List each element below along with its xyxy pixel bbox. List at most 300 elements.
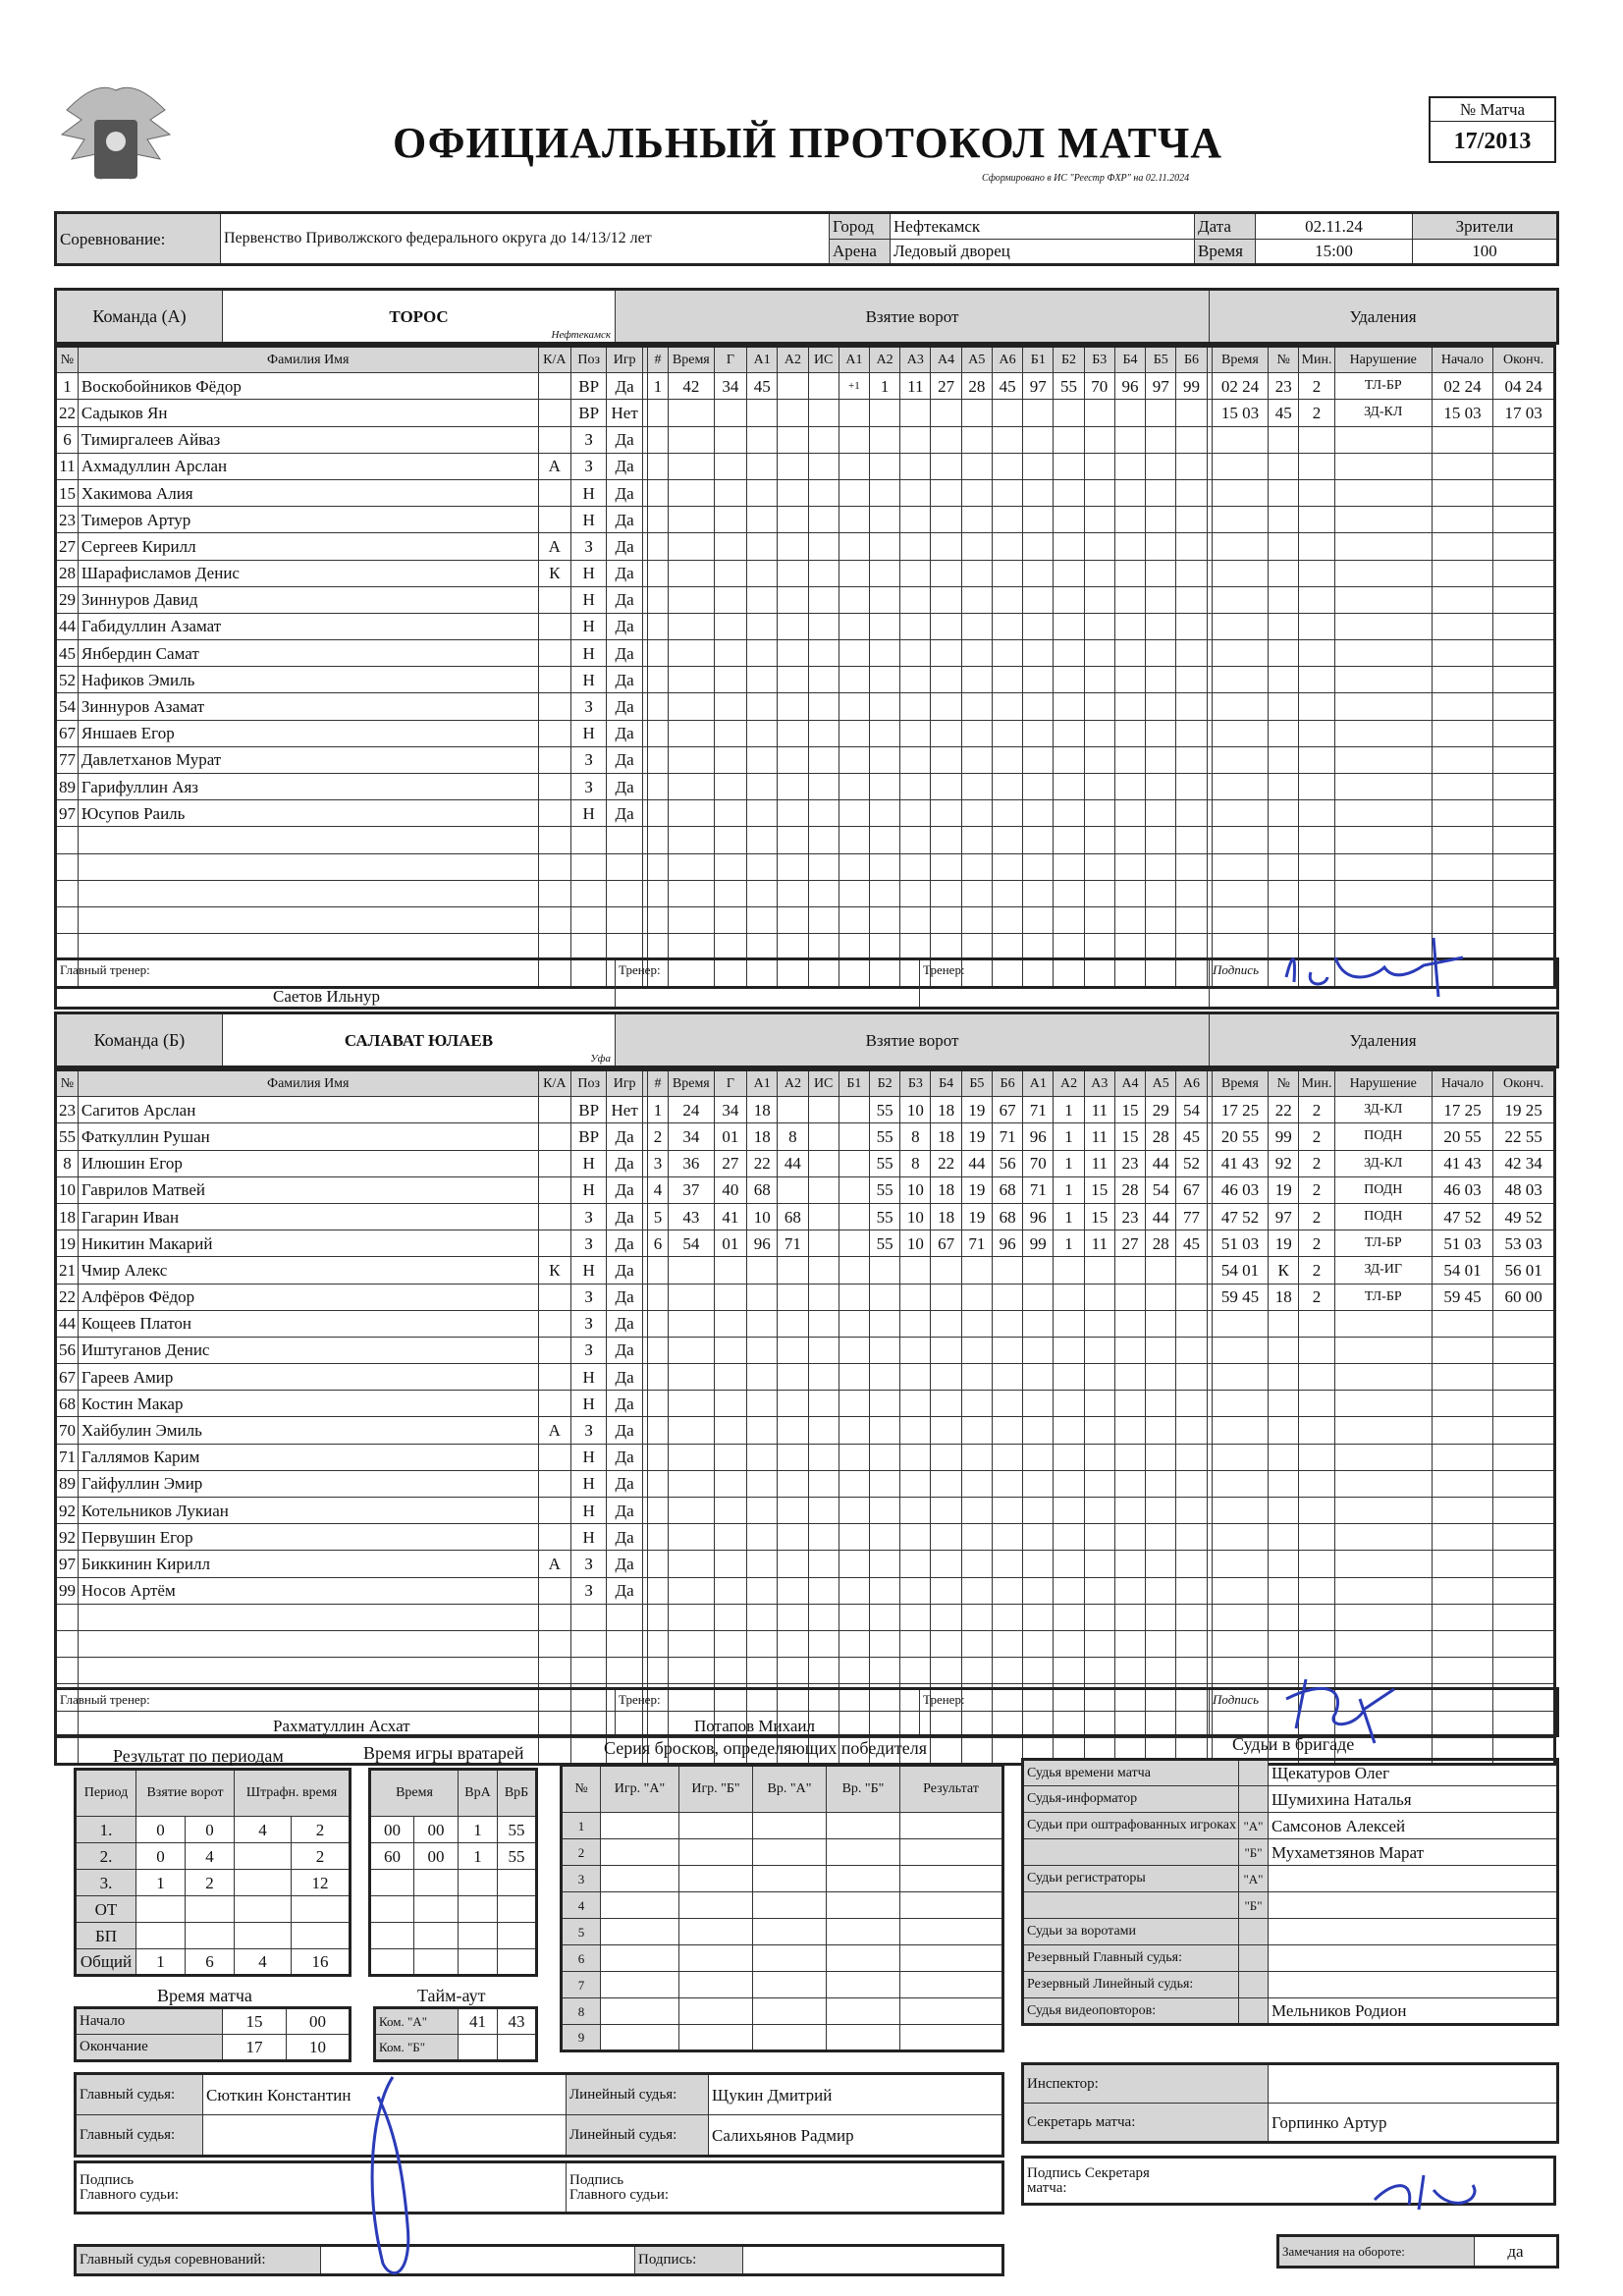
periods-table [74,1768,352,1977]
player-name: Хакимова Алия [78,479,538,506]
player-played: Да [607,1577,642,1604]
player-played: Да [607,1150,642,1176]
penalty-infraction: ТЛ-БР [1334,373,1432,400]
col-shootout-0: № [562,1766,601,1813]
penalty-start [1432,1203,1492,1230]
official-side [1239,1998,1269,2025]
match-time-table [74,2006,352,2062]
penalty-min: 59 [1220,1287,1238,1307]
official-role: Судья-информатор [1023,1786,1239,1813]
inspector [1269,2064,1558,2104]
penalty-end-sec: 24 [1525,376,1542,396]
player-played: Да [607,720,642,746]
player-name: Никитин Макарий [78,1230,538,1257]
player-position: З [570,1577,606,1604]
goal-cell: 68 [747,1176,778,1203]
col-onice-b-3: А4 [1114,1070,1145,1097]
player-played: Да [607,1203,642,1230]
official-name: Мельников Родион [1269,1998,1558,2025]
official-name [1269,1919,1558,1945]
player-name: Гареев Амир [78,1364,538,1391]
player-name: Зиннуров Давид [78,586,538,613]
table-row [76,1923,351,1949]
table-row [1023,1998,1558,2025]
goal-cell: 10 [900,1230,931,1257]
goal-cell: 54 [1176,1097,1207,1123]
col-pen-4: Начало [1432,1070,1492,1097]
table-row [76,1870,351,1896]
table-row [370,1949,537,1976]
player-position: Н [570,1257,606,1284]
date-label: Дата [1195,213,1256,240]
inspector-label: Инспектор: [1023,2064,1269,2104]
penalty-sec: 52 [1242,1207,1260,1227]
penalty-player: 22 [1269,1097,1299,1123]
penalty-end [1493,1230,1555,1257]
penalty-start-min: 15 [1443,403,1461,422]
player-played: Да [607,426,642,453]
penalty-start-sec: 24 [1464,376,1482,396]
player-position: З [570,426,606,453]
goal-cell: 96 [1023,1203,1054,1230]
col-onice-2: А3 [900,347,931,373]
arena-label: Арена [830,239,891,265]
player-number: 10 [56,1176,79,1203]
player-played: Да [607,1417,642,1444]
player-number: 8 [56,1150,79,1176]
penalty-minutes: 2 [1299,1284,1334,1310]
player-number: 44 [56,613,79,639]
penalty-time [1212,1230,1268,1257]
goal-cell: 67 [931,1230,961,1257]
main-ref-1-label: Главный судья: [76,2074,203,2115]
goal-cell: 10 [900,1097,931,1123]
match-number-box [1429,96,1556,163]
player-name: Гаврилов Матвей [78,1176,538,1203]
shootout-num: 2 [562,1839,601,1866]
table-row [56,1203,1555,1230]
goal-cell: 01 [714,1230,746,1257]
penalty-time [1212,1257,1268,1284]
goal-cell: 96 [747,1230,778,1257]
penalty-start-min: 54 [1443,1260,1461,1280]
penalty-end [1493,400,1555,426]
penalty-end-sec: 03 [1525,1233,1542,1253]
goal-cell [839,1097,869,1123]
goal-cell: 10 [900,1176,931,1203]
penalty-minutes: 2 [1299,1150,1334,1176]
table-row [56,1470,1555,1497]
penalty-end [1493,1203,1555,1230]
player-number: 15 [56,479,79,506]
table-row [56,1604,1555,1630]
penalty-minutes: 2 [1299,1203,1334,1230]
player-number: 11 [56,453,79,479]
player-number: 18 [56,1203,79,1230]
timeout-a-sec: 43 [498,2008,537,2035]
goal-cell [808,1203,839,1230]
penalty-end-min: 22 [1504,1126,1522,1146]
player-played: Да [607,1257,642,1284]
goal-cell: 37 [668,1176,714,1203]
player-position: З [570,1203,606,1230]
col-goal-0: # [648,1070,669,1097]
table-row [1023,1892,1558,1919]
penalty-time [1212,1284,1268,1310]
penalty-min: 47 [1220,1207,1238,1227]
penalty-sec: 25 [1242,1100,1260,1120]
goal-cell [839,1230,869,1257]
official-side [1239,1919,1269,1945]
table-row [56,1577,1555,1604]
penalty-start-sec: 25 [1464,1100,1482,1120]
col-goal-3: А1 [747,1070,778,1097]
goal-cell [778,1097,808,1123]
penalty-min: 54 [1220,1260,1238,1280]
shootout-num: 7 [562,1972,601,1998]
table-row [56,560,1555,586]
player-position: Н [570,720,606,746]
table-row [56,1444,1555,1470]
penalty-end [1493,1176,1555,1203]
official-role: Судьи за воротами [1023,1919,1239,1945]
penalty-end-sec: 00 [1525,1287,1542,1307]
player-name: Шарафисламов Денис [78,560,538,586]
period-value: 1 [136,1949,186,1976]
goal-cell: 54 [668,1230,714,1257]
player-name: Хайбулин Эмиль [78,1417,538,1444]
penalty-infraction: ПОДН [1334,1203,1432,1230]
penalty-minutes: 2 [1299,1257,1334,1284]
official-side: "Б" [1239,1839,1269,1866]
player-name: Первушин Егор [78,1524,538,1551]
official-name: Шумихина Наталья [1269,1786,1558,1813]
timeout-table [373,2006,538,2062]
goal-cell: 15 [1084,1203,1114,1230]
period-value [292,1896,351,1923]
goal-cell: 40 [714,1176,746,1203]
penalty-end-sec: 55 [1525,1126,1542,1146]
competition-label: Соревнование: [56,213,221,265]
player-number: 92 [56,1498,79,1524]
table-row [56,586,1555,613]
player-role: А [538,533,570,560]
player-role [538,1364,570,1391]
period-value: 4 [235,1949,292,1976]
player-number: 56 [56,1337,79,1363]
penalty-min: 20 [1220,1126,1238,1146]
period-value: 2 [186,1870,235,1896]
period-value [136,1923,186,1949]
goal-cell [839,1123,869,1150]
penalty-min: 15 [1220,403,1238,422]
player-role [538,667,570,693]
col-pen-0: Время [1212,1070,1268,1097]
penalty-sec: 45 [1242,1287,1260,1307]
penalty-infraction: ПОДН [1334,1176,1432,1203]
goal-cell: 96 [1114,373,1145,400]
table-row [56,774,1555,800]
secretary: Горпинко Артур [1269,2104,1558,2143]
goalie-value: 55 [498,1817,537,1843]
secretary-label: Секретарь матча: [1023,2104,1269,2143]
table-row [1023,1972,1558,1998]
goals-header: Взятие ворот [616,290,1210,344]
penalty-player: 45 [1269,400,1299,426]
sign-secretary-label: Подпись Секретаря матча: [1023,2158,1555,2205]
period-value [235,1896,292,1923]
player-number: 68 [56,1391,79,1417]
penalty-end-min: 56 [1504,1260,1522,1280]
table-row [562,1945,1003,1972]
col-onice-b-5: Б6 [1176,347,1207,373]
goal-cell: 68 [992,1176,1022,1203]
player-position: З [570,693,606,720]
player-number: 6 [56,426,79,453]
player-position: Н [570,479,606,506]
penalty-start [1432,400,1492,426]
player-number: 22 [56,1284,79,1310]
penalty-start-min: 41 [1443,1154,1461,1174]
goal-cell: 18 [931,1176,961,1203]
timeout-b-sec [498,2035,537,2061]
shootout-title: Серия бросков, определяющих победителя [604,1738,928,1758]
col-onice-3: А4 [931,347,961,373]
penalty-start-min: 51 [1443,1233,1461,1253]
player-number: 19 [56,1230,79,1257]
penalty-end-sec: 03 [1525,1180,1542,1200]
period-name: Общий [76,1949,136,1976]
goal-cell: 8 [900,1150,931,1176]
player-played: Да [607,1364,642,1391]
penalty-min: 02 [1220,376,1238,396]
goal-cell [839,1203,869,1230]
goal-cell: 27 [931,373,961,400]
match-start-hour: 15 [223,2008,287,2035]
goal-cell: 18 [931,1203,961,1230]
player-role [538,1337,570,1363]
penalty-player: 23 [1269,373,1299,400]
goal-cell [808,373,839,400]
table-row [56,693,1555,720]
player-position: З [570,774,606,800]
player-position: Н [570,640,606,667]
col-goal-4: А2 [778,1070,808,1097]
table-row [56,1123,1555,1150]
table-row [56,640,1555,667]
penalty-end-sec: 25 [1525,1100,1542,1120]
table-row [562,1813,1003,1839]
penalty-player: К [1269,1257,1299,1284]
penalty-end [1493,373,1555,400]
player-name: Нафиков Эмиль [78,667,538,693]
penalty-infraction: ПОДН [1334,1123,1432,1150]
goal-cell: 10 [900,1203,931,1230]
player-played: Да [607,1337,642,1363]
official-name: Самсонов Алексей [1269,1813,1558,1839]
goalie-value: 60 [370,1843,414,1870]
player-position: ВР [570,400,606,426]
team-city: Уфа [590,1053,611,1065]
shootout-num: 1 [562,1813,601,1839]
official-role: Судья видеоповторов: [1023,1998,1239,2025]
player-played: Да [607,1498,642,1524]
player-position: Н [570,667,606,693]
player-number: 52 [56,667,79,693]
player-number: 55 [56,1123,79,1150]
period-value [235,1843,292,1870]
col-num: № [56,1070,79,1097]
col-period: Период [76,1770,136,1817]
penalty-infraction: ЗД-КЛ [1334,1097,1432,1123]
player-role [538,1310,570,1337]
timeout-b-min [459,2035,498,2061]
col-goal-1: Время [668,347,714,373]
penalty-end-min: 53 [1504,1233,1522,1253]
match-end-label: Окончание [76,2035,223,2061]
table-row [56,827,1555,853]
table-row [56,1230,1555,1257]
official-side: "А" [1239,1866,1269,1892]
col-goal-0: # [648,347,669,373]
player-played: Да [607,533,642,560]
goal-cell: 43 [668,1203,714,1230]
team-name-text: ТОРОС [389,306,449,326]
penalty-start-sec: 01 [1464,1260,1482,1280]
period-value: 4 [186,1843,235,1870]
col-goal-2: Г [714,347,746,373]
table-row [56,613,1555,639]
goalie-value: 55 [498,1843,537,1870]
penalty-end [1493,1284,1555,1310]
col-onice-b-1: Б2 [1054,347,1084,373]
player-role [538,1577,570,1604]
goal-cell: 42 [668,373,714,400]
penalty-player: 18 [1269,1284,1299,1310]
goalie-value: 00 [370,1817,414,1843]
sign-label: Подпись: [635,2246,743,2275]
player-played: Нет [607,400,642,426]
penalty-time [1212,1203,1268,1230]
remarks: да [1475,2236,1558,2268]
col-onice-b-4: Б5 [1146,347,1176,373]
player-played: Да [607,1310,642,1337]
player-number: 45 [56,640,79,667]
official-role: Судьи регистраторы [1023,1866,1239,1892]
goal-cell: 34 [714,1097,746,1123]
player-role [538,1470,570,1497]
goal-cell: 2 [648,1123,669,1150]
col-goals: Взятие ворот [136,1770,235,1817]
table-row [56,1551,1555,1577]
period-value: 6 [186,1949,235,1976]
goal-cell: 15 [1084,1176,1114,1203]
table-row [56,373,1555,400]
coach-label: Тренер: [619,1692,661,1707]
table-row [56,479,1555,506]
period-value [292,1923,351,1949]
col-pen-3: Нарушение [1334,1070,1432,1097]
penalty-start-sec: 03 [1464,1180,1482,1200]
table-row [1023,1866,1558,1892]
col-pen-1: № [1269,347,1299,373]
player-played: Да [607,640,642,667]
player-played: Да [607,586,642,613]
table-row [56,1097,1555,1123]
player-position: З [570,746,606,773]
player-position: Н [570,507,606,533]
period-value: 12 [292,1870,351,1896]
col-shootout-5: Результат [900,1766,1003,1813]
goal-cell: 71 [778,1230,808,1257]
generated-note: Сформировано в ИС "Реестр ФХР" на 02.11.2024 [982,173,1190,184]
player-role [538,507,570,533]
penalty-time [1212,373,1268,400]
col-onice-b-5: А6 [1176,1070,1207,1097]
match-start-min: 00 [287,2008,351,2035]
penalty-start-sec: 52 [1464,1207,1482,1227]
goal-cell: 8 [900,1123,931,1150]
table-row [56,533,1555,560]
player-role [538,1176,570,1203]
line-ref-1: Щукин Дмитрий [709,2074,1003,2115]
col-shootout-3: Вр. "А" [753,1766,827,1813]
penalty-end [1493,1097,1555,1123]
col-num: № [56,347,79,373]
player-role [538,400,570,426]
col-onice-b-0: Б1 [1023,347,1054,373]
goal-cell: 71 [1023,1176,1054,1203]
player-name: Галлямов Карим [78,1444,538,1470]
goal-cell: 96 [1023,1123,1054,1150]
team-name [223,1013,616,1067]
col-onice-4: Б5 [961,1070,992,1097]
player-position: Н [570,1498,606,1524]
player-role [538,1150,570,1176]
col-onice-4: А5 [961,347,992,373]
goal-cell: 1 [870,373,900,400]
shootout-num: 6 [562,1945,601,1972]
fhr-logo [57,81,175,208]
player-role [538,774,570,800]
main-ref-signature [334,2067,452,2293]
head-coach-label: Главный тренер: [60,1692,150,1707]
goal-cell: 1 [1054,1203,1084,1230]
col-pos: Поз [570,347,606,373]
period-value: 2 [292,1817,351,1843]
player-position: Н [570,1444,606,1470]
remarks-label: Замечания на обороте: [1278,2236,1475,2268]
penalty-start-min: 17 [1443,1100,1461,1120]
match-time-title: Время матча [157,1986,252,2005]
player-number: 67 [56,720,79,746]
shootout-table [560,1764,1004,2052]
player-played: Да [607,1391,642,1417]
table-row [76,1817,351,1843]
shootout-num: 3 [562,1866,601,1892]
player-role [538,1097,570,1123]
penalty-start [1432,1230,1492,1257]
col-onice-b-3: Б4 [1114,347,1145,373]
player-name: Алфёров Фёдор [78,1284,538,1310]
signature-label: Подпись [1213,962,1259,977]
table-row [76,1843,351,1870]
player-role [538,1444,570,1470]
player-number: 21 [56,1257,79,1284]
player-role [538,1284,570,1310]
player-number: 71 [56,1444,79,1470]
table-row [56,1310,1555,1337]
